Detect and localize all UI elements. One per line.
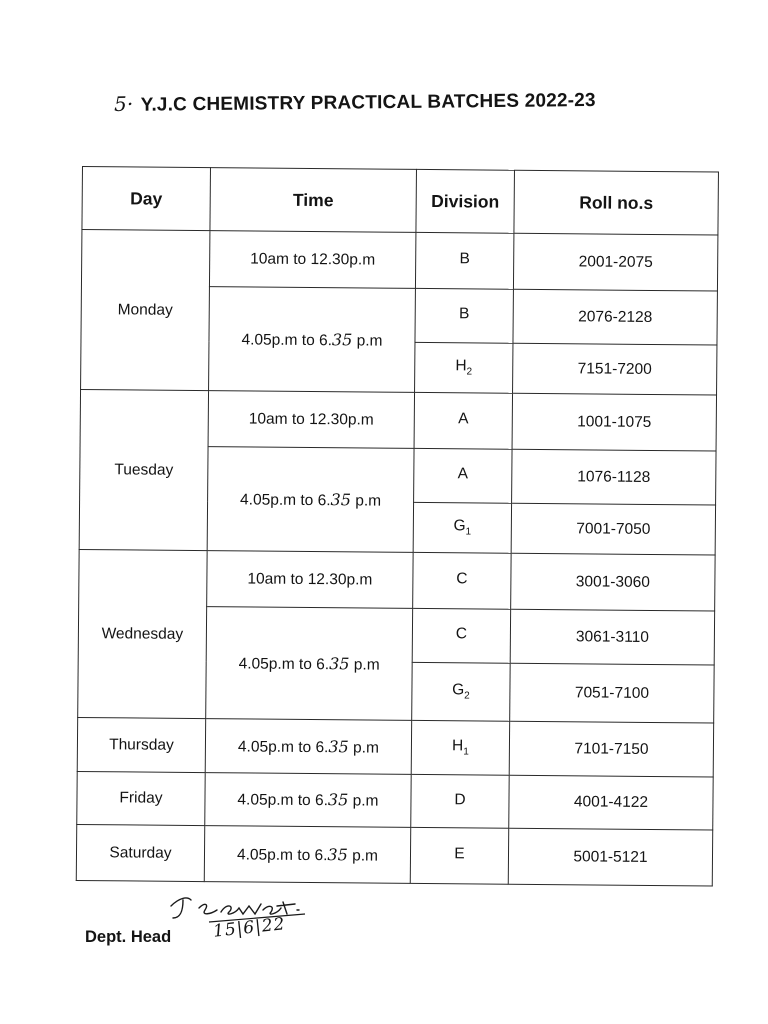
batches-table-wrap — [76, 166, 718, 887]
table-row — [80, 389, 716, 451]
time-cell: 10am to 12.30p.m — [209, 231, 415, 289]
division-cell: B — [415, 288, 513, 343]
table-row — [77, 717, 713, 777]
division-cell: C — [413, 552, 511, 609]
time-cell: 4.05p.m to 6.35 p.m — [207, 447, 414, 553]
table-header-row — [82, 167, 719, 236]
column-header-roll: Roll no.s — [514, 170, 719, 235]
roll-cell: 3001-3060 — [511, 553, 715, 611]
handwritten-number: 5· — [113, 91, 134, 116]
roll-cell: 7151-7200 — [513, 343, 717, 395]
batches-table — [76, 166, 719, 887]
table-row — [79, 549, 715, 611]
day-cell-saturday: Saturday — [76, 824, 204, 881]
time-cell: 4.05p.m to 6.35 p.m — [205, 773, 411, 828]
table-row — [76, 824, 712, 886]
division-cell: $H_2$ — [415, 342, 513, 393]
roll-cell: 3061-3110 — [510, 609, 714, 665]
signature-date: 15|6|22 — [212, 914, 287, 942]
table-row — [81, 230, 717, 292]
division-cell: $G_1$ — [413, 502, 511, 553]
time-cell: 4.05p.m to 6.35 p.m — [205, 719, 411, 775]
division-cell: B — [415, 232, 513, 289]
table-row — [77, 771, 713, 830]
time-cell: 4.05p.m to 6.35 p.m — [206, 607, 413, 721]
time-cell: 4.05p.m to 6.35 p.m — [204, 826, 410, 884]
roll-cell: 7001-7050 — [511, 503, 715, 555]
column-header-time: Time — [210, 168, 417, 233]
time-cell: 10am to 12.30p.m — [208, 391, 414, 449]
signature-block — [85, 888, 345, 958]
division-cell: A — [414, 448, 512, 503]
roll-cell: 5001-5121 — [508, 828, 712, 886]
roll-cell: 2076-2128 — [513, 289, 717, 345]
division-cell: A — [414, 392, 512, 449]
division-cell: C — [412, 608, 510, 663]
page-title — [114, 87, 596, 117]
title-text: Y.J.C CHEMISTRY PRACTICAL BATCHES 2022-23 — [140, 89, 596, 116]
roll-cell: 1076-1128 — [512, 449, 716, 505]
roll-cell: 1001-1075 — [512, 393, 716, 451]
roll-cell: 7051-7100 — [510, 663, 714, 723]
roll-cell: 4001-4122 — [509, 775, 713, 830]
day-cell-tuesday: Tuesday — [79, 389, 208, 550]
column-header-division: Division — [416, 169, 515, 233]
time-cell: 4.05p.m to 6.35 p.m — [209, 287, 416, 393]
division-cell: E — [410, 827, 508, 884]
division-cell: $G_2$ — [412, 662, 511, 721]
division-cell: $H_1$ — [411, 720, 509, 775]
time-cell: 10am to 12.30p.m — [207, 551, 413, 609]
day-cell-monday: Monday — [81, 230, 210, 391]
day-cell-thursday: Thursday — [77, 717, 205, 772]
day-cell-wednesday: Wednesday — [78, 549, 207, 718]
division-cell: D — [411, 774, 509, 828]
day-cell-friday: Friday — [77, 771, 205, 825]
dept-head-label: Dept. Head — [85, 928, 172, 946]
roll-cell: 7101-7150 — [509, 721, 713, 777]
roll-cell: 2001-2075 — [513, 233, 717, 291]
column-header-day: Day — [82, 167, 211, 231]
